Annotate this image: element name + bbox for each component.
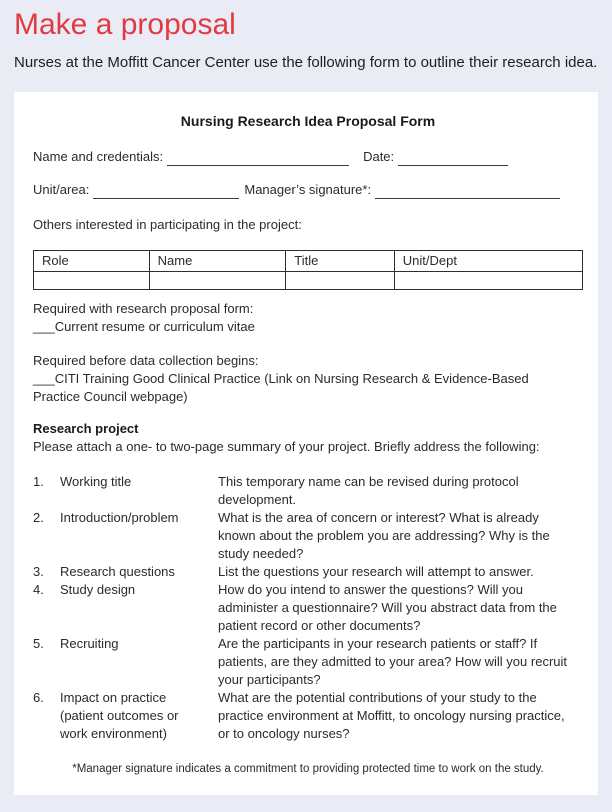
item-description: Are the participants in your research patients or staff? If patients, are they admitted to your area? How will you recruit your participants? (218, 636, 568, 687)
date-blank (398, 151, 508, 166)
required-before-item: ___CITI Training Good Clinical Practice (Link on Nursing Research & Evidence-Based Practice Council webpage) (33, 371, 529, 404)
manager-signature-label: Manager’s signature*: (244, 182, 372, 197)
column-header-unit-dept: Unit/Dept (394, 251, 582, 272)
date-label: Date: (363, 149, 395, 164)
column-header-role: Role (34, 251, 150, 272)
item-description: What is the area of concern or interest? What is already known about the problem you are addressing? Why is the study needed? (218, 510, 550, 561)
required-with-block (33, 300, 583, 336)
name-credentials-label: Name and credentials: (33, 149, 164, 164)
table-empty-cell (394, 272, 582, 290)
table-empty-cell (34, 272, 150, 290)
research-items-list (33, 473, 583, 743)
name-credentials-blank (167, 151, 349, 166)
item-term: Research questions (60, 564, 175, 579)
column-header-name: Name (149, 251, 286, 272)
item-description: List the questions your research will attempt to answer. (218, 564, 534, 579)
participants-table (33, 250, 583, 290)
table-empty-cell (149, 272, 286, 290)
item-description: What are the potential contributions of your study to the practice environment at Moffitt, to oncology nursing practice, or to oncology nurses? (218, 690, 565, 741)
table-row (34, 272, 583, 290)
table-empty-cell (286, 272, 395, 290)
item-number: 2. (33, 510, 44, 525)
others-heading: Others interested in participating in the project: (33, 217, 302, 232)
required-before-heading: Required before data collection begins: (33, 353, 259, 368)
item-number: 5. (33, 636, 44, 651)
unit-area-label: Unit/area: (33, 182, 90, 197)
item-term: Impact on practice (patient outcomes or work environment) (60, 690, 179, 741)
item-term: Recruiting (60, 636, 119, 651)
item-term: Study design (60, 582, 136, 597)
name-date-row (33, 148, 583, 166)
manager-signature-blank (375, 184, 560, 199)
item-number: 6. (33, 690, 44, 705)
item-term: Working title (60, 474, 132, 489)
item-number: 1. (33, 474, 44, 489)
item-number: 3. (33, 564, 44, 579)
page-header (0, 0, 612, 72)
manager-signature-footnote: *Manager signature indicates a commitment to providing protected time to work on the study. (72, 763, 544, 775)
item-description: This temporary name can be revised during protocol development. (218, 474, 519, 507)
table-header-row (34, 251, 583, 272)
column-header-title: Title (286, 251, 395, 272)
required-with-item: ___Current resume or curriculum vitae (33, 319, 255, 334)
unit-manager-row (33, 181, 583, 199)
unit-area-blank (93, 184, 239, 199)
required-with-heading: Required with research proposal form: (33, 301, 254, 316)
research-project-heading: Research project (33, 421, 139, 436)
form-panel (14, 92, 598, 795)
item-number: 4. (33, 582, 44, 597)
item-description: How do you intend to answer the questions? Will you administer a questionnaire? Will you abstract data from the patient record or other documents? (218, 582, 557, 633)
page-subtitle: Nurses at the Moffitt Cancer Center use the following form to outline their research idea. (14, 54, 598, 71)
required-before-block (33, 352, 575, 406)
item-term: Introduction/problem (60, 510, 179, 525)
form-title: Nursing Research Idea Proposal Form (180, 113, 436, 129)
research-project-intro: Please attach a one- to two-page summary of your project. Briefly address the following: (33, 439, 540, 454)
page-title: Make a proposal (14, 8, 236, 41)
